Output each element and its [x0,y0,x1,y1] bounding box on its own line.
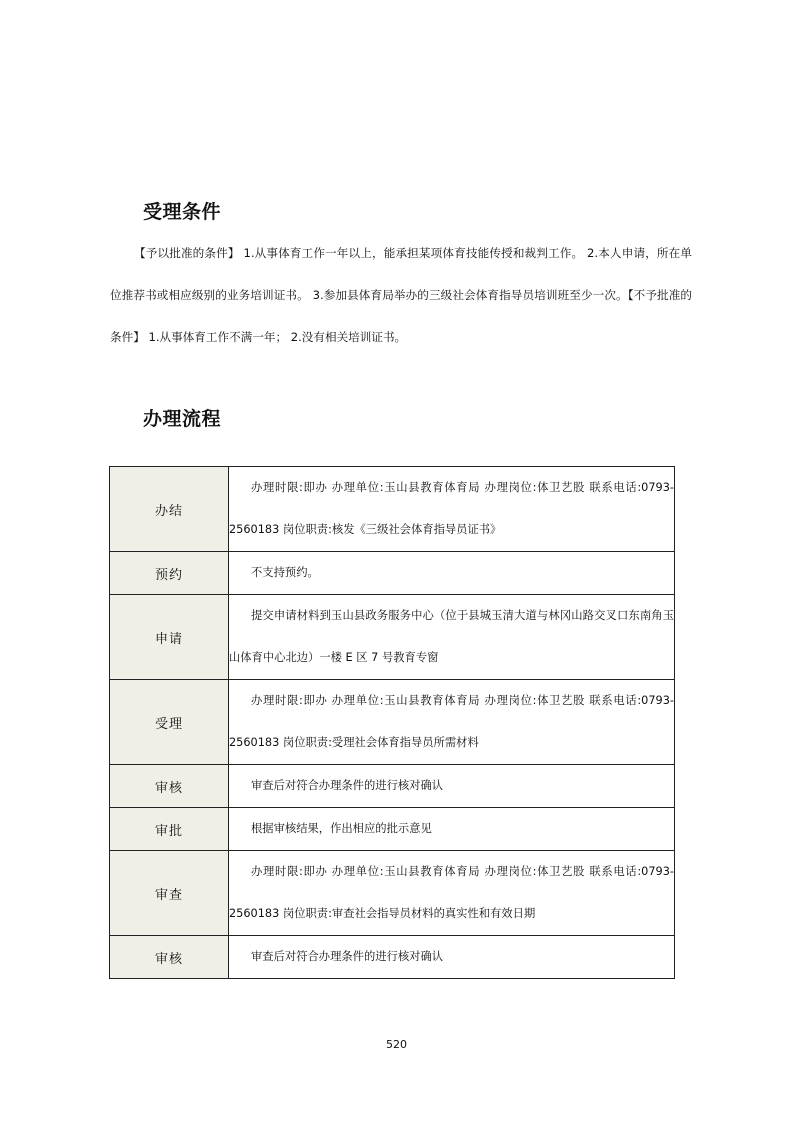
process-step-name: 审核 [110,765,229,808]
table-row [110,808,675,851]
table-row [110,467,675,552]
process-step-description: 根据审核结果，作出相应的批示意见 [229,808,675,851]
table-row [110,680,675,765]
section-title-conditions: 受理条件 [143,201,222,223]
process-step-name: 预约 [110,552,229,595]
process-step-description: 审查后对符合办理条件的进行核对确认 [229,765,675,808]
process-table [109,466,675,979]
process-step-description: 办理时限:即办 办理单位:玉山县教育体育局 办理岗位:体卫艺股 联系电话:0793-2560183 岗位职责:受理社会体育指导员所需材料 [229,680,675,765]
process-step-name: 申请 [110,595,229,680]
process-step-description: 不支持预约。 [229,552,675,595]
table-row [110,765,675,808]
process-step-name: 受理 [110,680,229,765]
conditions-text: 【予以批准的条件】 1.从事体育工作一年以上，能承担某项体育技能传授和裁判工作。 2.本人申请，所在单位推荐书或相应级别的业务培训证书。 3.参加县体育局举办的三级社会体育指导员培训班至少一次。【不予批准的条件】 1.从事体育工作不满一年； 2.没有相关培训证书。 [110,246,692,344]
section-title-process: 办理流程 [143,408,222,430]
process-step-description: 办理时限:即办 办理单位:玉山县教育体育局 办理岗位:体卫艺股 联系电话:0793-2560183 岗位职责:审查社会指导员材料的真实性和有效日期 [229,851,675,936]
process-step-name: 审核 [110,936,229,979]
process-step-name: 审批 [110,808,229,851]
process-step-name: 办结 [110,467,229,552]
table-row [110,936,675,979]
table-row [110,851,675,936]
process-step-description: 办理时限:即办 办理单位:玉山县教育体育局 办理岗位:体卫艺股 联系电话:0793-2560183 岗位职责:核发《三级社会体育指导员证书》 [229,467,675,552]
process-step-name: 审查 [110,851,229,936]
table-row [110,595,675,680]
table-row [110,552,675,595]
process-step-description: 审查后对符合办理条件的进行核对确认 [229,936,675,979]
page-number: 520 [386,1038,407,1051]
process-step-description: 提交申请材料到玉山县政务服务中心（位于县城玉清大道与林冈山路交叉口东南角玉山体育中心北边）一楼 E 区 7 号教育专窗 [229,595,675,680]
